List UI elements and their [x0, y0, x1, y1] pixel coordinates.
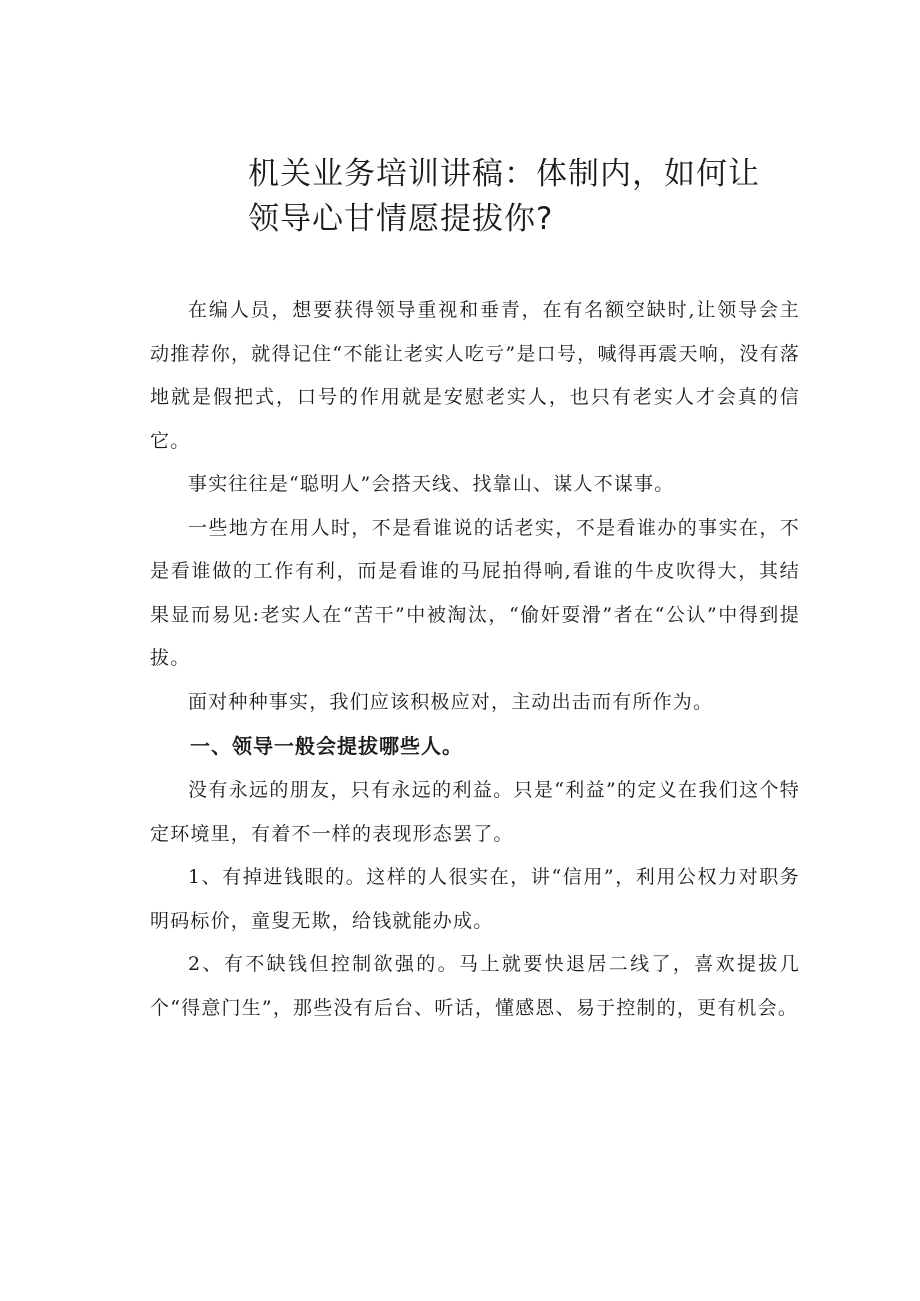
body-paragraph: 一些地方在用人时，不是看谁说的话老实，不是看谁办的事实在，不是看谁做的工作有利，而是看谁的马屁拍得响,看谁的牛皮吹得大，其结果显而易见:老实人在“苦干”中被淘汰，“偷奸耍滑”者在“公认”中得到提拔。 [150, 516, 800, 669]
section-list-item: 1、有掉进钱眼的。这样的人很实在，讲“信用”，利用公权力对职务明码标价，童叟无欺，给钱就能办成。 [150, 866, 800, 932]
title-line-2: 领导心甘情愿提拔你? [248, 201, 554, 237]
document-body [150, 289, 800, 1030]
body-paragraph: 面对种种事实，我们应该积极应对，主动出击而有所作为。 [188, 690, 714, 713]
title-line-1: 机关业务培训讲稿：体制内，如何让 [248, 156, 760, 192]
body-paragraph: 事实往往是“聪明人”会搭天线、找靠山、谋人不谋事。 [188, 473, 675, 495]
document-title [248, 152, 808, 242]
section-paragraph: 没有永远的朋友，只有永远的利益。只是“利益”的定义在我们这个特定环境里，有着不一样的表现形态罢了。 [150, 779, 800, 845]
section-heading: 一、领导一般会提拔哪些人。 [190, 734, 463, 758]
body-paragraph: 在编人员，想要获得领导重视和垂青，在有名额空缺时,让领导会主动推荐你，就得记住“不能让老实人吃亏”是口号，喊得再震天响，没有落地就是假把式，口号的作用就是安慰老实人，也只有老实人才会真的信它。 [150, 299, 800, 452]
section-list-item: 2、有不缺钱但控制欲强的。马上就要快退居二线了，喜欢提拔几个“得意门生”，那些没有后台、听话，懂感恩、易于控制的，更有机会。 [150, 953, 800, 1019]
